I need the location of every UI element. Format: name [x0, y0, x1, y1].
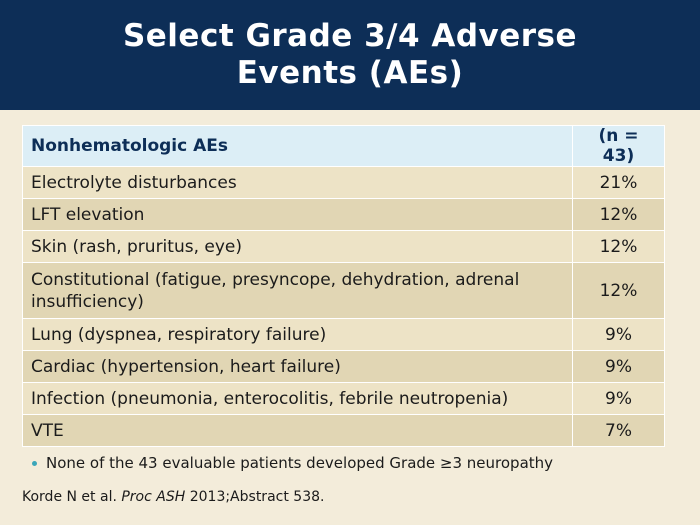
row-value: 9% [573, 383, 665, 415]
reference-journal: Proc ASH [121, 489, 186, 505]
table-row [23, 415, 665, 447]
row-value: 21% [573, 167, 665, 199]
row-value: 9% [573, 351, 665, 383]
table-row [23, 167, 665, 199]
slide-title: Select Grade 3/4 Adverse Events (AEs) [122, 18, 578, 91]
table-row [23, 199, 665, 231]
row-label: Skin (rash, pruritus, eye) [23, 231, 573, 263]
table-header-row [23, 126, 665, 167]
table-row [23, 263, 665, 319]
column-header-n: (n = 43) [573, 126, 665, 167]
table-row [23, 319, 665, 351]
table-row [23, 351, 665, 383]
table-row [23, 231, 665, 263]
row-label: Lung (dyspnea, respiratory failure) [23, 319, 573, 351]
title-bar [0, 0, 700, 110]
row-label: Electrolyte disturbances [23, 167, 573, 199]
reference-authors: Korde N et al. [22, 489, 122, 505]
column-header-ae: Nonhematologic AEs [23, 126, 573, 167]
bullet-dot-icon [32, 461, 37, 466]
row-value: 12% [573, 231, 665, 263]
row-label: Infection (pneumonia, enterocolitis, febrile neutropenia) [23, 383, 573, 415]
row-value: 12% [573, 199, 665, 231]
row-label: LFT elevation [23, 199, 573, 231]
footnote-text: None of the 43 evaluable patients developed Grade ≥3 neuropathy [46, 454, 554, 472]
row-value: 9% [573, 319, 665, 351]
reference-citation [22, 489, 324, 505]
table-row [23, 383, 665, 415]
row-value: 12% [573, 263, 665, 319]
row-value: 7% [573, 415, 665, 447]
reference-details: 2013;Abstract 538. [185, 489, 325, 505]
footnote-bullet [32, 454, 553, 472]
row-label: Constitutional (fatigue, presyncope, dehydration, adrenal insufficiency) [23, 263, 573, 319]
row-label: Cardiac (hypertension, heart failure) [23, 351, 573, 383]
adverse-events-table [22, 125, 665, 447]
row-label: VTE [23, 415, 573, 447]
